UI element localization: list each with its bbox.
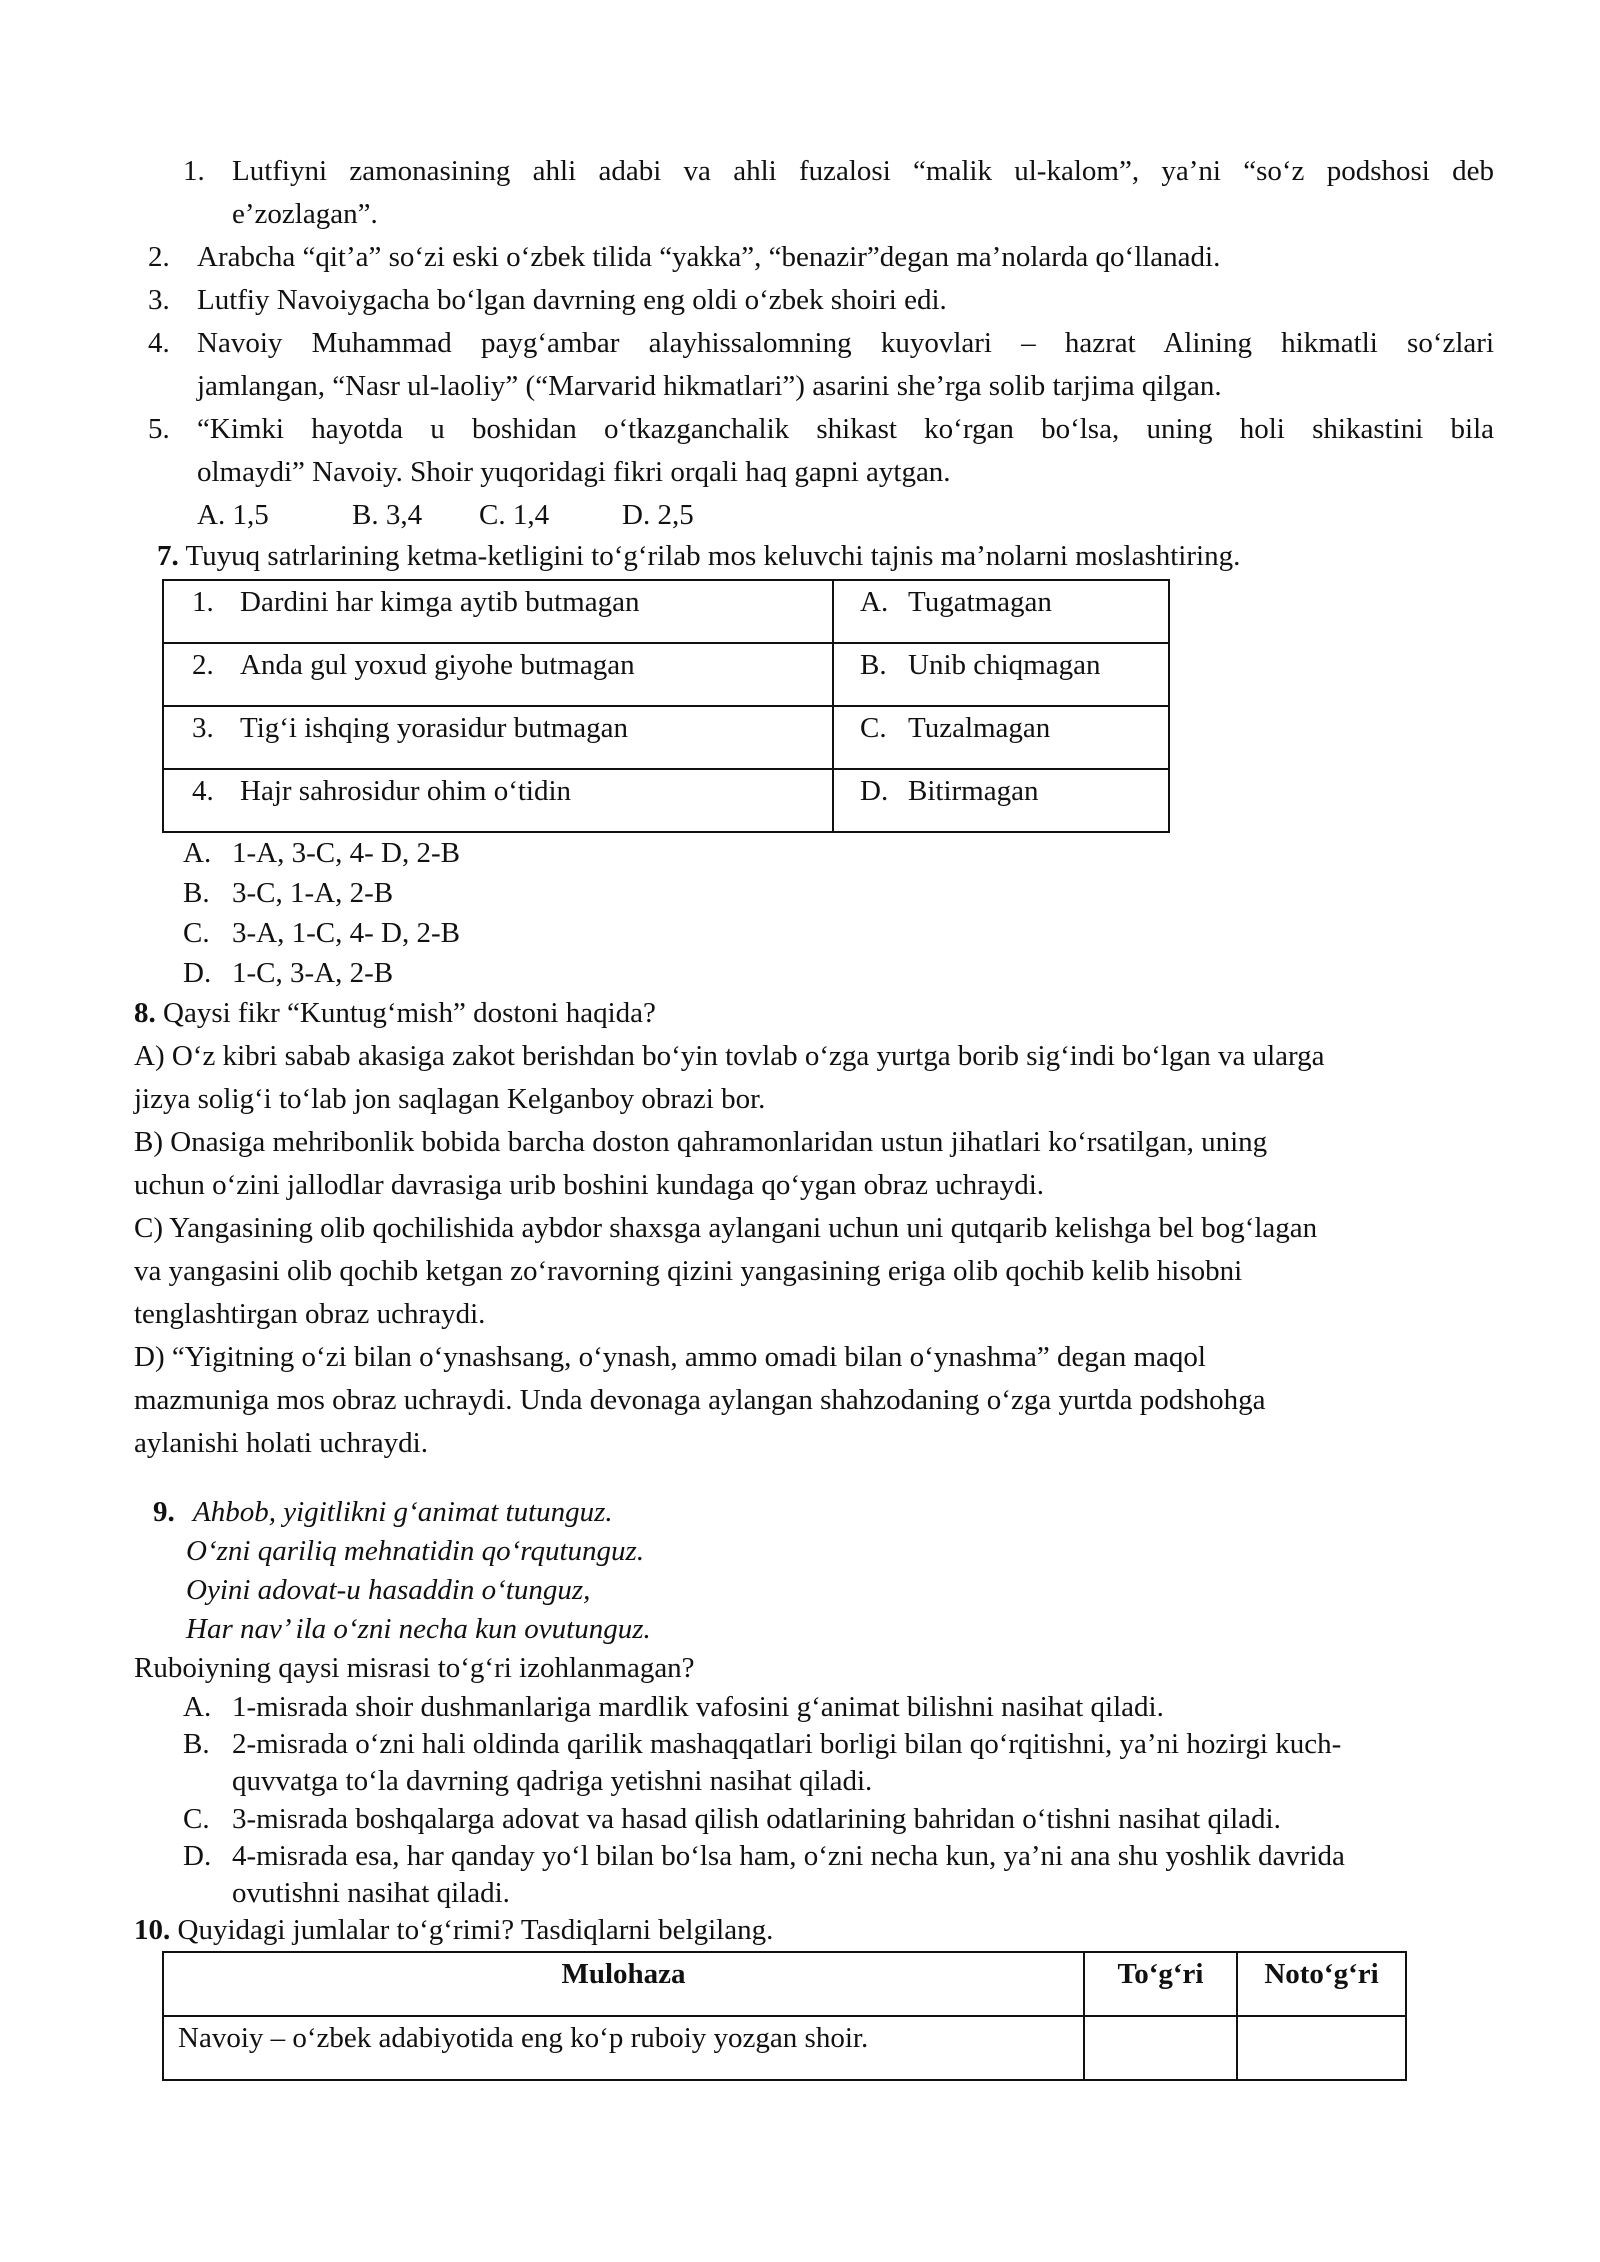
q6-item-4-number: 4. [148, 327, 170, 359]
table-row [163, 1952, 1406, 2016]
q6-answer-d: D. 2,5 [622, 499, 694, 531]
q7-number: 7. [157, 540, 179, 572]
q9-answer-c: 3-misrada boshqalarga adovat va hasad qilish odatlarining bahridan o‘tishni nasihat qiladi. [232, 1803, 1281, 1835]
q6-item-5-line-1: “Kimki hayotda u boshidan o‘tkazganchalik shikast ko‘rgan bo‘lsa, uning holi shikastini bila [197, 413, 1494, 445]
q7-right-letter-2: B. [860, 649, 887, 681]
q7-answer-a: 1-A, 3-C, 4- D, 2-B [232, 837, 460, 869]
q6-item-5-line-2: olmaydi” Navoiy. Shoir yuqoridagi fikri orqali haq gapni aytgan. [197, 456, 951, 488]
q9-answer-d-letter: D. [183, 1840, 212, 1872]
q8-line-3: B) Onasiga mehribonlik bobida barcha doston qahramonlaridan ustun jihatlari ko‘rsatilgan, uning [134, 1126, 1268, 1158]
q9-poem-line-1: Ahbob, yigitlikni g‘animat tutunguz. [193, 1496, 613, 1528]
q9-number: 9. [153, 1496, 175, 1528]
q9-answer-b-line-2: quvvatga to‘la davrning qadriga yetishni nasihat qiladi. [232, 1765, 873, 1797]
q7-left-text-2: Anda gul yoxud giyohe butmagan [240, 649, 635, 681]
q7-answer-b-letter: B. [183, 877, 210, 909]
q10-question [134, 1909, 773, 1952]
q9-question: Ruboiyning qaysi misrasi to‘g‘ri izohlanmagan? [134, 1652, 695, 1684]
q7-question-text: Tuyuq satrlarining ketma-ketligini to‘g‘rilab mos keluvchi tajnis ma’nolarni moslashtiring. [178, 540, 1241, 572]
q7-answer-b: 3-C, 1-A, 2-B [232, 877, 394, 909]
q6-item-2-number: 2. [148, 241, 170, 273]
q9-answer-d-line-2: ovutishni nasihat qiladi. [232, 1877, 510, 1909]
q10-statement-cell [163, 2016, 1084, 2080]
q8-line-2: jizya solig‘i to‘lab jon saqlagan Kelganboy obrazi bor. [134, 1083, 766, 1115]
q7-left-number-3: 3. [192, 712, 214, 744]
q9-answer-d-line-1: 4-misrada esa, har qanday yo‘l bilan bo‘lsa ham, o‘zni necha kun, ya’ni ana shu yoshlik davrida [232, 1840, 1345, 1872]
q7-left-text-1: Dardini har kimga aytib butmagan [240, 586, 640, 618]
q9-poem-line-3: Oyini adovat-u hasaddin o‘tunguz, [186, 1574, 591, 1606]
q10-header-false-label: Noto‘g‘ri [1264, 1958, 1379, 1990]
table-row [163, 643, 1169, 706]
table-row [163, 706, 1169, 769]
q10-statement-text: Navoiy – o‘zbek adabiyotida eng ko‘p ruboiy yozgan shoir. [178, 2022, 869, 2054]
table-row [163, 769, 1169, 832]
q6-item-4-line-1: Navoiy Muhammad payg‘ambar alayhissalomning kuyovlari – hazrat Alining hikmatli so‘zlari [197, 327, 1494, 359]
q9-poem-line-4: Har nav’ ila o‘zni necha kun ovutunguz. [186, 1613, 651, 1645]
q7-left-cell-4 [163, 769, 833, 832]
q6-item-1-line-2: e’zozlagan”. [232, 198, 378, 230]
q9-answer-b-line-1: 2-misrada o‘zni hali oldinda qarilik mashaqqatlari borligi bilan qo‘rqitishni, ya’ni hozirgi kuch- [232, 1728, 1342, 1760]
q10-true-checkbox-cell[interactable] [1084, 2016, 1237, 2080]
q7-left-cell-2 [163, 643, 833, 706]
q8-line-8: D) “Yigitning o‘zi bilan o‘ynashsang, o‘ynash, ammo omadi bilan o‘ynashma” degan maqol [134, 1341, 1206, 1373]
q8-line-5: C) Yangasining olib qochilishida aybdor shaxsga aylangani uchun uni qutqarib kelishga bel bog‘lagan [134, 1212, 1318, 1244]
q7-right-letter-3: C. [860, 712, 887, 744]
q10-statement-table [162, 1951, 1407, 2081]
q7-right-text-2: Unib chiqmagan [908, 649, 1101, 681]
q7-left-number-2: 2. [192, 649, 214, 681]
q9-answer-c-letter: C. [183, 1803, 210, 1835]
q8-line-10: aylanishi holati uchraydi. [134, 1427, 428, 1459]
q7-right-cell-1 [833, 580, 1169, 643]
q7-answer-d-letter: D. [183, 957, 212, 989]
q6-item-1-number: 1. [183, 155, 205, 187]
q6-item-1-line-1: Lutfiyni zamonasining ahli adabi va ahli fuzalosi “malik ul-kalom”, ya’ni “so‘z podshosi deb [232, 155, 1494, 187]
q7-answer-c: 3-A, 1-C, 4- D, 2-B [232, 917, 460, 949]
q7-right-text-3: Tuzalmagan [908, 712, 1051, 744]
q7-answer-a-letter: A. [183, 837, 212, 869]
q9-poem-line-2: O‘zni qariliq mehnatidin qo‘rqutunguz. [186, 1535, 645, 1567]
q10-header-false [1237, 1952, 1406, 2016]
q7-left-text-4: Hajr sahrosidur ohim o‘tidin [240, 775, 572, 807]
q7-left-number-4: 4. [192, 775, 214, 807]
q6-item-3-line-1: Lutfiy Navoiygacha bo‘lgan davrning eng oldi o‘zbek shoiri edi. [197, 284, 947, 316]
q9-answer-b-letter: B. [183, 1728, 210, 1760]
q10-header-true-label: To‘g‘ri [1117, 1958, 1204, 1990]
q7-right-text-1: Tugatmagan [908, 586, 1052, 618]
q6-item-4-line-2: jamlangan, “Nasr ul-laoliy” (“Marvarid hikmatlari”) asarini she’rga solib tarjima qilgan. [197, 370, 1222, 402]
q7-left-cell-1 [163, 580, 833, 643]
q7-right-cell-2 [833, 643, 1169, 706]
q7-matching-table [162, 579, 1170, 833]
q10-header-statement-label: Mulohaza [561, 1958, 686, 1990]
q9-answer-a: 1-misrada shoir dushmanlariga mardlik vafosini g‘animat bilishni nasihat qiladi. [232, 1691, 1164, 1723]
table-row [163, 2016, 1406, 2080]
q6-item-5-number: 5. [148, 413, 170, 445]
q10-question-text: Quyidagi jumlalar to‘g‘rimi? Tasdiqlarni belgilang. [170, 1914, 774, 1946]
q7-right-letter-4: D. [860, 775, 889, 807]
q7-answer-c-letter: C. [183, 917, 210, 949]
q6-item-3-number: 3. [148, 284, 170, 316]
q7-answer-d: 1-C, 3-A, 2-B [232, 957, 394, 989]
q8-line-7: tenglashtirgan obraz uchraydi. [134, 1298, 486, 1330]
q8-line-9: mazmuniga mos obraz uchraydi. Unda devonaga aylangan shahzodaning o‘zga yurtda podshohga [134, 1384, 1266, 1416]
q8-line-4: uchun o‘zini jallodlar davrasiga urib boshini kundaga qo‘ygan obraz uchraydi. [134, 1169, 1045, 1201]
q8-line-1: A) O‘z kibri sabab akasiga zakot berishdan bo‘yin tovlab o‘zga yurtga borib sig‘indi bo‘lgan va ularga [134, 1040, 1325, 1072]
q8-number: 8. [134, 997, 156, 1029]
q10-false-checkbox-cell[interactable] [1237, 2016, 1406, 2080]
q10-number: 10. [134, 1914, 171, 1946]
q10-header-statement [163, 1952, 1084, 2016]
q7-right-text-4: Bitirmagan [908, 775, 1039, 807]
q8-question [134, 992, 656, 1035]
q7-question [157, 535, 1240, 578]
q6-answer-c: C. 1,4 [479, 499, 550, 531]
q8-line-6: va yangasini olib qochib ketgan zo‘ravorning qizini yangasining eriga olib qochib kelib hisobni [134, 1255, 1243, 1287]
q6-answer-a: A. 1,5 [197, 499, 269, 531]
q7-right-letter-1: A. [860, 586, 889, 618]
q7-right-cell-3 [833, 706, 1169, 769]
q8-question-text: Qaysi fikr “Kuntug‘mish” dostoni haqida? [155, 997, 656, 1029]
table-row [163, 580, 1169, 643]
q10-header-true [1084, 1952, 1237, 2016]
q6-answer-b: B. 3,4 [352, 499, 423, 531]
q7-left-number-1: 1. [192, 586, 214, 618]
q9-answer-a-letter: A. [183, 1691, 212, 1723]
q6-item-2-line-1: Arabcha “qit’a” so‘zi eski o‘zbek tilida “yakka”, “benazir”degan ma’nolarda qo‘llanadi. [197, 241, 1221, 273]
q7-left-cell-3 [163, 706, 833, 769]
q7-left-text-3: Tig‘i ishqing yorasidur butmagan [240, 712, 629, 744]
q7-right-cell-4 [833, 769, 1169, 832]
